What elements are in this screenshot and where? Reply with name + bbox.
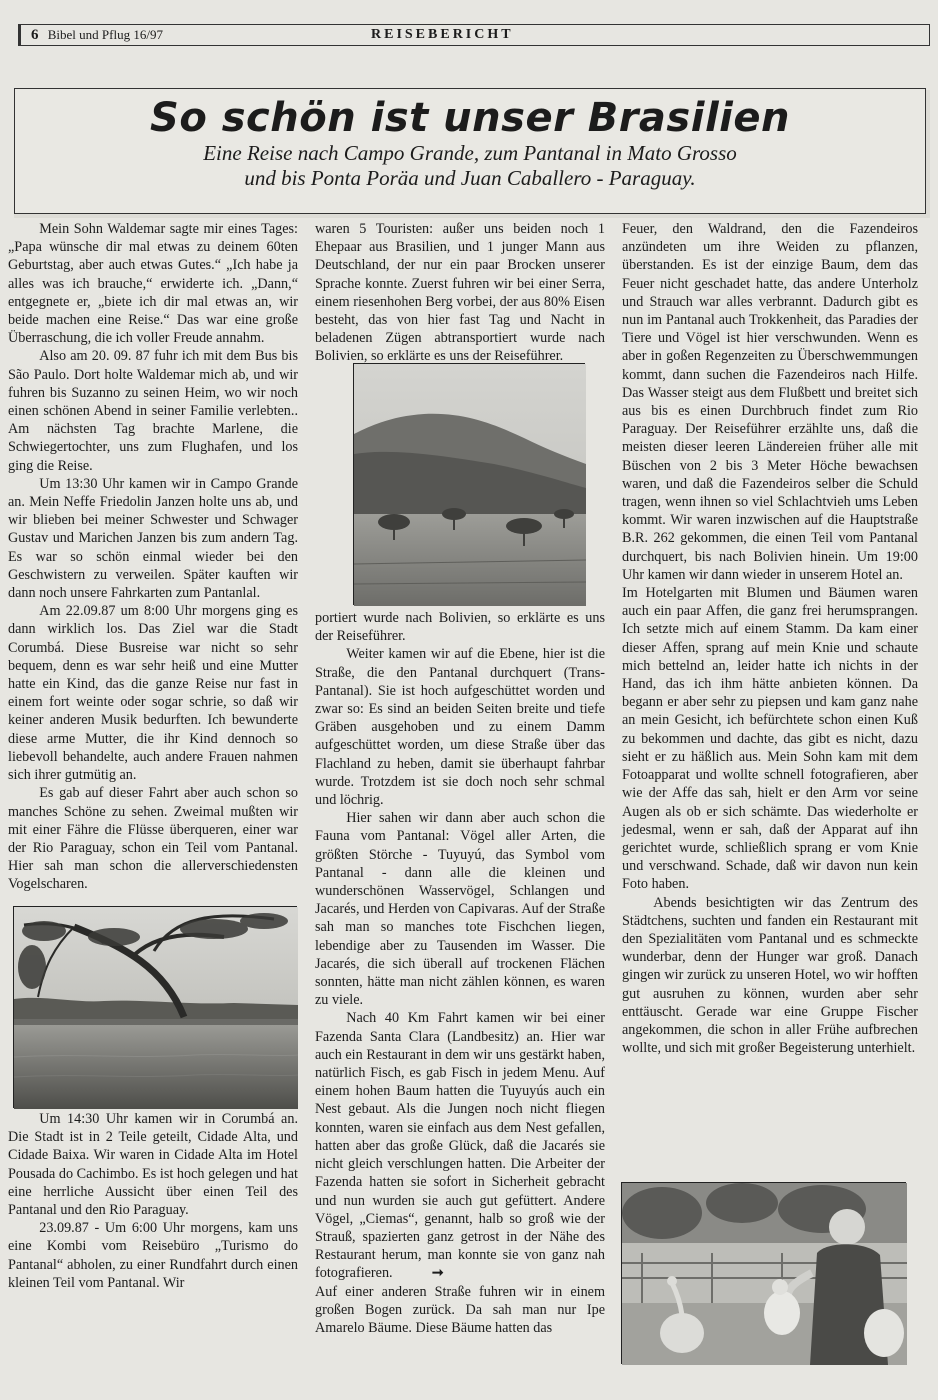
man-with-birds-photo bbox=[621, 1182, 906, 1364]
paragraph: Am 22.09.87 um 8:00 Uhr morgens ging es dann wirklich los. Das Ziel war die Stadt Corumbá. Diese Busreise war nicht so sehr bequem, denn es war sehr heiß und eine Mutter hatte ein Kind, das die ganze Reise nur fast in einem fort weinte oder sogar schrie, so daß wir keiner anderen Musik bedurften. Ich bewunderte diese arme Mutter, die ihr Kind dennoch so liebevoll behandelte, auch andere Frauen nahmen sich ihrer gutmütig an. bbox=[8, 603, 298, 784]
continue-arrow-icon: ➞ bbox=[431, 1265, 444, 1282]
page-number: 6 bbox=[31, 26, 39, 43]
paragraph bbox=[315, 1009, 605, 1282]
serra-mountain-image bbox=[354, 364, 586, 606]
article-subtitle-line-2: und bis Ponta Poräa und Juan Caballero - Paraguay. bbox=[244, 166, 696, 190]
paragraph: Also am 20. 09. 87 fuhr ich mit dem Bus bis São Paulo. Dort holte Waldemar mich ab, und wir fuhren bis Suzanno zu seinen Heim, wo wir noch einen schönen Abend in seiner Familie verlebten.. Am nächsten Tag brachte Marlene, die Schwiegertochter, uns zum Flughafen, und los ging die Reise. bbox=[8, 348, 298, 474]
paragraph: Im Hotelgarten mit Blumen und Bäumen waren auch ein paar Affen, die ganz frei herumsprangen. Ich setzte mich auf einem Stamm. Da kam einer dieser Affen, sprang auf mein Knie und schaute mich bettelnd an, leider hatte ich nichts in der Hand, das ich ihm hätte anbieten können. Da begann er aber sehr zu piepsen und kam ganz nahe an mein Gesicht, ich befürchtete schon einen Kuß zu bekommen und dachte, das gibt es nicht, dazu sieht er zu häßlich aus. Mein Sohn kam mit dem Fotoapparat und wollte schnell fotografieren, aber wie der Affe das sah, hielt er den Arm vor seine Augen als ob er sich schämte. Das wiederholte er jedesmal, wenn er sah, daß der Apparat auf ihn gerichtet wurde, schließlich sprang er vom Knie und verschwand. Schade, daß wir davon nun kein Foto haben. bbox=[622, 585, 918, 893]
paragraph-text: Nach 40 Km Fahrt kamen wir bei einer Fazenda Santa Clara (Landbesitz) an. Hier war auch ein Restaurant in dem wir uns gestärkt haben, natürlich Fisch, es gab Fisch in jedem Menu. Auf einem hohen Baum hatten die Tuyuyús auch ein Nest gebaut. Als die Jungen noch nicht fliegen konnten, waren sie einfach aus dem Nest gefallen, hatten aber das große Glück, daß die Jacarés sie nicht gleich verschlungen hatten. Die Arbeiter der Fazenda hatten sie sofort in Sicherheit gebracht und nun wurden sie auch gut gefüttert. Andere Vögel, „Ciemas“, genannt, halb so groß wie der Strauß, spazierten ganz getrost in der Nähe des Restaurant herum, man konnte sie von ganz nah fotografieren. bbox=[315, 1010, 605, 1282]
mountain-photo bbox=[353, 363, 585, 605]
paragraph: Weiter kamen wir auf die Ebene, hier ist die Straße, die den Pantanal durchquert (Trans-Pantanal). Sie ist hoch aufgeschüttet worden und zwar so: Es sind an beiden Seiten breite und tiefe Gräben ausgehoben und zu einem Damm aufgeschüttet worden, um diese Straße über das Flachland zu heben, damit sie überhaupt fahrbar wurde. Trotzdem ist sie doch noch sehr schmal und löchrig. bbox=[315, 646, 605, 809]
column-2-lower bbox=[315, 609, 605, 1337]
paragraph: Um 14:30 Uhr kamen wir in Corumbá an. Die Stadt ist in 2 Teile geteilt, Cidade Alta, und Cidade Baixa. Wir waren in Cidade Alta im Hotel Pousada do Cachimbo. Es ist hoch gelegen und hat eine herrliche Aussicht über einen Teil des Pantanal und den Rio Paraguay. bbox=[8, 1111, 298, 1219]
section-title: REISEBERICHT bbox=[371, 27, 514, 42]
man-with-birds-image bbox=[622, 1183, 907, 1365]
paragraph: Mein Sohn Waldemar sagte mir eines Tages: „Papa wünsche dir mal etwas zu deinem 60ten Geburtstag, aber auch etwas Gutes.“ „Ich habe ja alles was ich brauche,“ erwiderte ich. „Dann,“ entgegnete er, „biete ich dir mal etwas an, wir beide machen eine Reise.“ Das war eine große Überraschung, die ich voller Freude annahm. bbox=[8, 221, 298, 347]
paragraph: Auf einer anderen Straße fuhren wir in einem großen Bogen zurück. Da sah man nur Ipe Amarelo Bäume. Diese Bäume hatten das bbox=[315, 1283, 605, 1336]
column-2 bbox=[315, 220, 605, 365]
article-title-box bbox=[14, 88, 926, 214]
river-photo bbox=[13, 906, 297, 1108]
paragraph: Abends besichtigten wir das Zentrum des Städtchens, suchten und fanden ein Restaurant mit den Spezialitäten vom Pantanal und es schmeckte wunderbar, denn der Hunger war groß. Danach gingen wir zurück zu unseren Hotel, wo wir hofften gut ausruhen zu können, wurden aber sehr enttäuscht. Gerade war eine Gruppe Fischer angekommen, die schon in aller Frühe aufbrechen wollte, und sich mit großer Begeisterung unterhielt. bbox=[622, 894, 918, 1057]
paragraph: 23.09.87 - Um 6:00 Uhr morgens, kam uns eine Kombi vom Reisebüro „Turismo do Pantanal“ abholen, zu einer Rundfahrt durch einen kleinen Teil vom Pantanal. Wir bbox=[8, 1220, 298, 1291]
article-subtitle-line-1: Eine Reise nach Campo Grande, zum Pantanal in Mato Grosso bbox=[203, 141, 737, 165]
paragraph: portiert wurde nach Bolivien, so erklärte es uns der Reiseführer. bbox=[315, 610, 605, 645]
paragraph: Um 13:30 Uhr kamen wir in Campo Grande an. Mein Neffe Friedolin Janzen holte uns ab, und wir blieben bei meiner Schwester und Schwager Gustav und Marichen Janzen bis zum andern Tag. Es war so schön einmal wieder bei den Geschwistern zu verweilen. Später kauften wir dann noch unsere Fahrkarten zum Pantanlal. bbox=[8, 475, 298, 602]
paragraph: Hier sahen wir dann aber auch schon die Fauna vom Pantanal: Vögel aller Arten, die größten Störche - Tuyuyú, das Symbol vom Pantanal - dann alle die kleinen und wunderschönen Wasservögel, Schlangen und Jacarés, und Herden von Capivaras. Auf der Straße sah man so manches tote Fischchen liegen, lebendige aber zu Tausenden im Wasser. Die Jacarés, die sich überall auf trockenen Flächen sonnten, hätte man nicht zählen können, es waren zu viele. bbox=[315, 810, 605, 1009]
river-tree-image bbox=[14, 907, 298, 1109]
header-left bbox=[21, 27, 371, 44]
column-1-lower bbox=[8, 1110, 298, 1292]
page-header bbox=[18, 24, 930, 46]
paragraph: waren 5 Touristen: außer uns beiden noch 1 Ehepaar aus Brasilien, und 1 junger Mann aus Deutschland, der nur ein paar Brocken unserer Sprache konnte. Zuerst fuhren wir bei einer Serra, einem riesenhohen Berg vorbei, der aus 80% Eisen besteht, das von hier fast Tag und Nacht in beladenen Zügen abtransportiert wurde nach Bolivien, so erklärte es uns der Reiseführer. bbox=[315, 221, 605, 365]
paragraph: Es gab auf dieser Fahrt aber auch schon so manches Schöne zu sehen. Zweimal mußten wir mit einer Fähre die Flüsse überqueren, einer war der Rio Paraguay, schon ein Teil vom Pantanal. Hier sah man schon die allerverschiedensten Vogelscharen. bbox=[8, 785, 298, 893]
column-1 bbox=[8, 220, 298, 894]
column-3 bbox=[622, 220, 918, 1057]
article-title: So schön ist unser Brasilien bbox=[150, 95, 790, 141]
publication-name: Bibel und Pflug 16/97 bbox=[47, 26, 163, 42]
paragraph: Feuer, den Waldrand, den die Fazendeiros anzündeten um ihre Weiden zu pflanzen, überstanden. Es ist der einzige Baum, dem das Feuer nicht geschadet hatte, das andere Unterholz und Strauch war alles verbrannt. Dadurch gibt es nun im Pantanal auch Trokkenheit, das Paradies der Tiere und Vögel ist hier verschwunden. Wenn es aber in goßen Regenzeiten zu Überschwemmungen kommt, dann suchen die Fazendeiros nach Hilfe. Das Wasser steigt aus dem Flußbett und breitet sich aus bis es einen Durchbruch findet zum Rio Paraguay. Der Reiseführer erzählte uns, daß die meisten dieser leeren Ländereien früher alle mit Büschen von 2 bis 3 Meter Höche bewachsen waren, und daß die Fazendeiros selber die Schuld tragen, wenn ihnen so viel Schlachtvieh ums Leben kommt. Wir waren inzwischen auf die Hauptstraße B.R. 262 gekommen, die einen Teil vom Pantanal durchquert, bis nach Bolivien hinein. Um 19:00 Uhr kamen wir dann wieder in unserem Hotel an. bbox=[622, 221, 918, 583]
